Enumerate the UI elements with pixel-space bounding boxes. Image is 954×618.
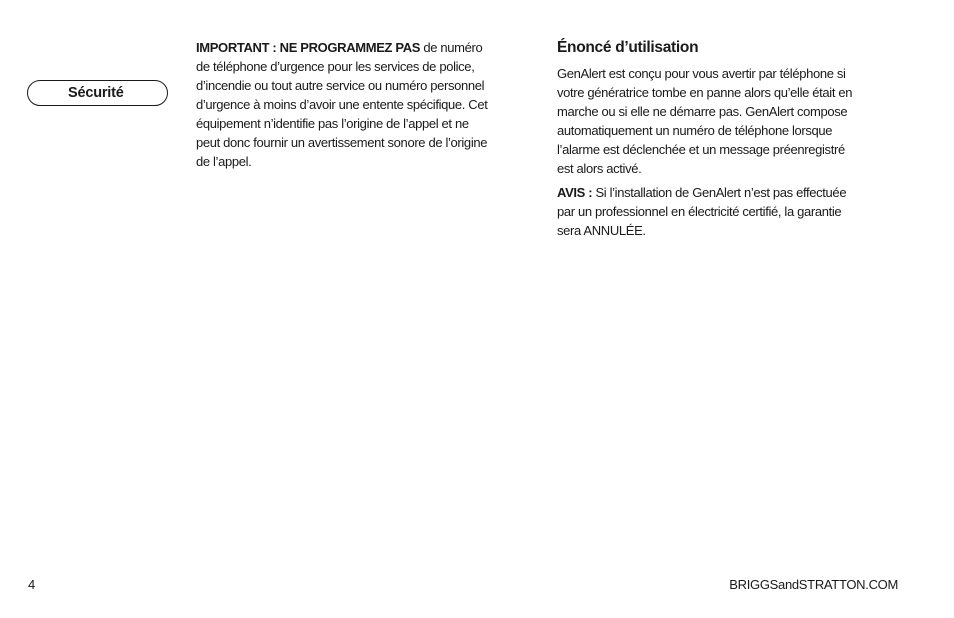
important-lead: IMPORTANT : NE PROGRAMMEZ PAS <box>196 40 421 55</box>
section-tab-securite <box>27 80 168 106</box>
usage-heading: Énoncé d’utilisation <box>557 39 699 56</box>
usage-intro-paragraph <box>557 64 902 178</box>
important-text-line-4: d’urgence à moins d’avoir une entente spécifique. Cet <box>196 97 488 112</box>
footer-website: BRIGGSandSTRATTON.COM <box>729 577 898 592</box>
usage-statement <box>557 38 902 240</box>
usage-intro-line-5: l’alarme est déclenchée et un message préenregistré <box>557 142 845 157</box>
usage-intro-line-3: marche ou si elle ne démarre pas. GenAlert compose <box>557 104 848 119</box>
important-paragraph <box>196 38 541 171</box>
avis-paragraph <box>557 183 902 240</box>
usage-intro-line-4: automatiquement un numéro de téléphone lorsque <box>557 123 833 138</box>
avis-line-3: sera ANNULÉE. <box>557 223 646 238</box>
important-notice <box>196 38 541 171</box>
page-number: 4 <box>28 577 36 592</box>
section-tab-label: Sécurité <box>68 85 124 101</box>
important-text-line-7: de l’appel. <box>196 154 252 169</box>
usage-intro-line-1: GenAlert est conçu pour vous avertir par téléphone si <box>557 66 846 81</box>
important-text-line-3: d’incendie ou tout autre service ou numéro personnel <box>196 78 485 93</box>
avis-lead: AVIS : <box>557 185 593 200</box>
important-text-line-5: équipement n’identifie pas l’origine de l’appel et ne <box>196 116 469 131</box>
usage-intro-line-2: votre génératrice tombe en panne alors qu’elle était en <box>557 85 853 100</box>
usage-intro-line-6: est alors activé. <box>557 161 642 176</box>
important-text-line-1: de numéro <box>420 40 483 55</box>
avis-line-1: Si l’installation de GenAlert n’est pas effectuée <box>592 185 847 200</box>
important-text-line-6: peut donc fournir un avertissement sonore de l’origine <box>196 135 488 150</box>
important-text-line-2: de téléphone d’urgence pour les services de police, <box>196 59 475 74</box>
avis-line-2: par un professionnel en électricité certifié, la garantie <box>557 204 842 219</box>
